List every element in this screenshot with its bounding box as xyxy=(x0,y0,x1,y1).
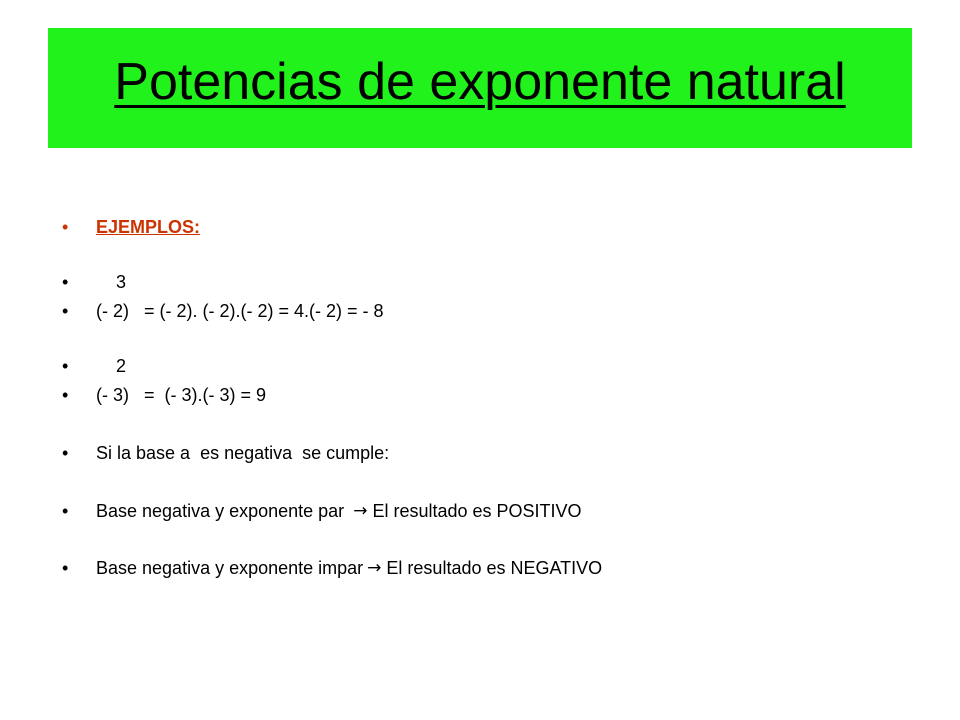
exponent-value: 3 xyxy=(116,271,127,292)
bullet-rule-odd xyxy=(62,554,602,582)
examples-heading: EJEMPLOS: xyxy=(96,216,201,237)
rule-condition: Base negativa y exponente impar xyxy=(96,557,364,578)
bullet-mark: • xyxy=(62,557,69,578)
bullet-mark: • xyxy=(62,216,69,237)
bullet-rule-even xyxy=(62,497,582,525)
bullet-mark: • xyxy=(62,500,69,521)
bullet-heading xyxy=(62,213,200,241)
bullet-example-1 xyxy=(62,297,384,325)
rule-result: El resultado es POSITIVO xyxy=(372,500,582,521)
bullet-rule-intro xyxy=(62,439,389,467)
bullet-mark: • xyxy=(62,442,69,463)
bullet-exponent-2 xyxy=(62,352,126,380)
rule-condition: Base negativa y exponente par xyxy=(96,500,350,521)
bullet-mark: • xyxy=(62,271,69,292)
example-expression: (- 2) = (- 2). (- 2).(- 2) = 4.(- 2) = - 8 xyxy=(96,300,384,321)
title-banner xyxy=(48,28,912,148)
rule-intro-text: Si la base a es negativa se cumple: xyxy=(96,442,390,463)
right-arrow-icon: → xyxy=(353,501,368,521)
bullet-example-2 xyxy=(62,381,266,409)
bullet-exponent-1 xyxy=(62,268,126,296)
rule-result: El resultado es NEGATIVO xyxy=(386,557,603,578)
bullet-mark: • xyxy=(62,300,69,321)
slide-title: Potencias de exponente natural xyxy=(114,53,846,111)
right-arrow-icon: → xyxy=(367,558,382,578)
bullet-mark: • xyxy=(62,384,69,405)
exponent-value: 2 xyxy=(116,355,127,376)
example-expression: (- 3) = (- 3).(- 3) = 9 xyxy=(96,384,267,405)
bullet-mark: • xyxy=(62,355,69,376)
